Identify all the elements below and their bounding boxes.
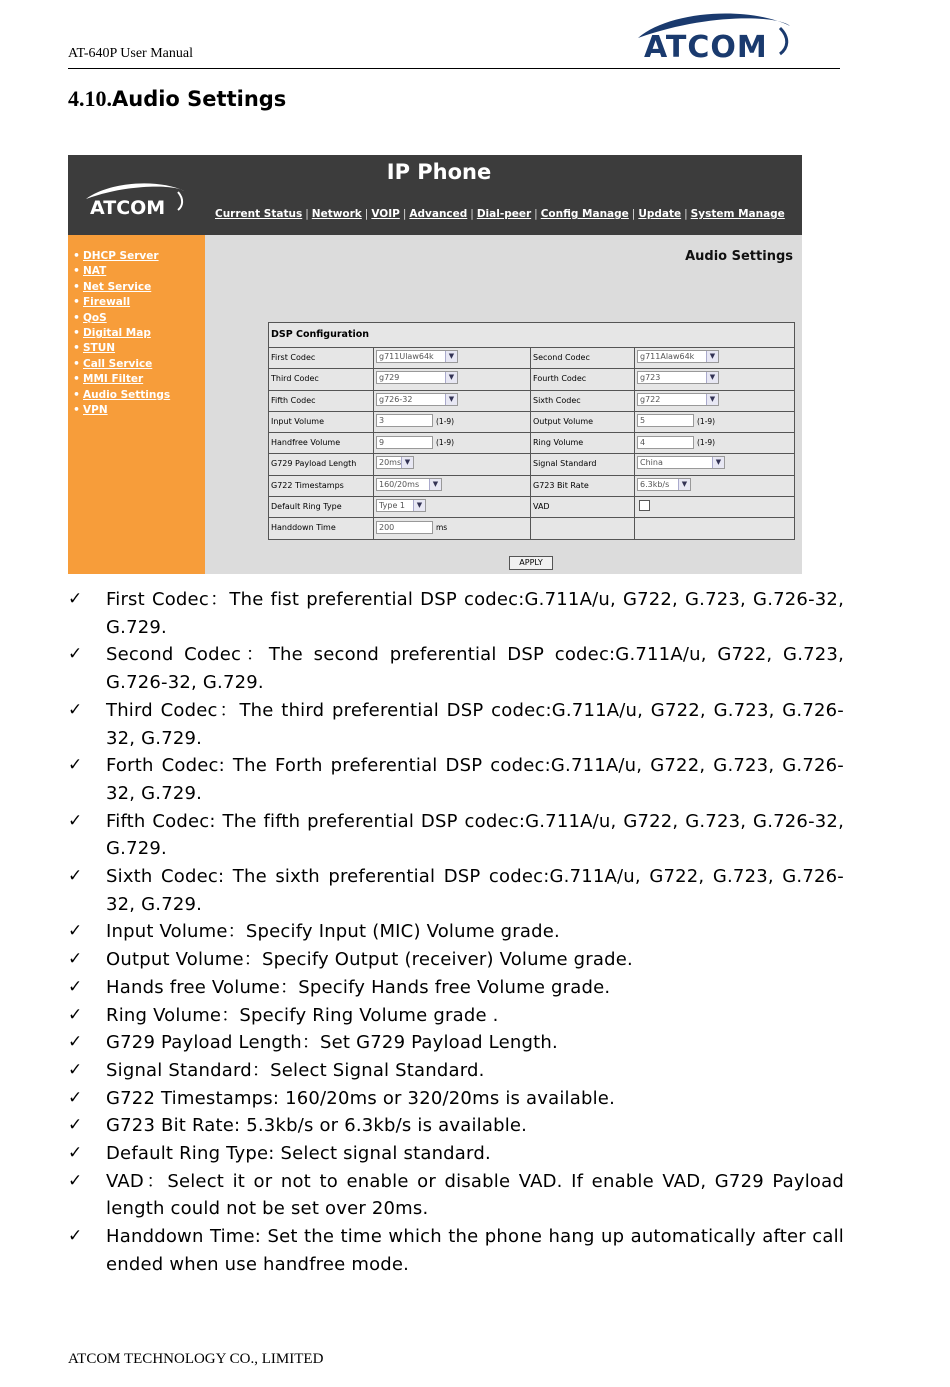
g729-payload-length-select[interactable] [376,456,414,469]
default-ring-type-select[interactable] [376,499,426,512]
sidebar-item-firewall[interactable]: • Firewall [73,296,131,309]
checkmark-icon: ✓ [68,810,83,831]
description-text: Output Volume：Specify Output (receiver) Volume grade. [106,949,633,971]
description-text: Fifth Codec: The fifth preferential DSP codec:G.711A/u, G722, G.723, G.726-32, G.729. [106,810,844,860]
dsp-row [269,476,794,497]
first-codec-select[interactable] [376,350,458,363]
first-codec-label: First Codec [269,348,374,368]
sixth-codec-select[interactable] [637,393,719,406]
ring-volume-input[interactable]: 4 [637,436,694,449]
chevron-down-icon: ▼ [712,457,724,468]
input-volume-control-cell [374,412,531,432]
checkmark-icon: ✓ [68,1059,83,1080]
fourth-codec-label: Fourth Codec [531,369,635,389]
description-item [68,1140,844,1168]
sixth-codec-value: g722 [640,394,661,404]
signal-standard-control-cell [635,454,794,474]
chevron-down-icon: ▼ [413,500,425,511]
sidebar-item-stun[interactable]: • STUN [73,342,116,355]
panel-title: Audio Settings [685,249,793,264]
description-text: G723 Bit Rate: 5.3kb/s or 6.3kb/s is available. [106,1115,528,1137]
dsp-row [269,369,794,390]
checkmark-icon: ✓ [68,866,83,887]
second-codec-label: Second Codec [531,348,635,368]
g723-bit-rate-value: 6.3kb/s [640,479,670,489]
nav-advanced[interactable]: Advanced [409,208,468,220]
output-volume-label: Output Volume [531,412,635,432]
chevron-down-icon: ▼ [706,394,718,405]
atcom-logo [630,8,800,64]
blank-control-cell [635,518,794,538]
g729-payload-length-label: G729 Payload Length [269,454,374,474]
vad-label: VAD [531,497,635,517]
nav-config-manage[interactable]: Config Manage [540,208,629,220]
nav-dial-peer[interactable]: Dial-peer [476,208,532,220]
description-text: Forth Codec: The Forth preferential DSP codec:G.711A/u, G722, G.723, G.726-32, G.729. [106,755,844,804]
nav-current-status[interactable]: Current Status [215,208,303,220]
section-number: 4.10. [68,86,112,111]
g729-payload-length-value: 20ms [379,458,402,468]
description-item [68,1085,844,1113]
description-item [68,918,844,946]
fifth-codec-control-cell [374,391,531,411]
description-text: G722 Timestamps: 160/20ms or 320/20ms is available. [106,1087,615,1109]
chevron-down-icon: ▼ [706,372,718,383]
signal-standard-label: Signal Standard [531,454,635,474]
description-item [68,1168,844,1223]
default-ring-type-control-cell [374,497,531,517]
chevron-down-icon: ▼ [445,351,457,362]
sidebar-item-net-service[interactable]: • Net Service [73,280,152,293]
ring-volume-range-hint: (1-9) [697,438,716,448]
fifth-codec-label: Fifth Codec [269,391,374,411]
description-text: Signal Standard：Select Signal Standard. [106,1059,485,1081]
checkmark-icon: ✓ [68,1087,83,1108]
default-ring-type-value: Type 1 [379,501,406,511]
output-volume-input[interactable]: 5 [637,414,694,427]
web-atcom-logo [80,179,190,223]
apply-button[interactable]: APPLY [509,556,553,570]
ring-volume-control-cell [635,433,794,453]
g729-payload-length-control-cell [374,454,531,474]
vad-checkbox[interactable] [639,500,650,511]
dsp-row [269,497,794,518]
sidebar [68,235,205,574]
description-item [68,752,844,807]
sidebar-item-vpn[interactable]: • VPN [73,403,108,416]
fifth-codec-select[interactable] [376,393,458,406]
checkmark-icon: ✓ [68,976,83,997]
third-codec-value: g729 [379,373,400,383]
chevron-down-icon: ▼ [401,457,413,468]
blank-label [531,518,635,538]
g722-timestamps-control-cell [374,476,531,496]
fourth-codec-select[interactable] [637,371,719,384]
handfree-volume-control-cell [374,433,531,453]
description-item [68,586,844,641]
fifth-codec-value: g726-32 [379,394,413,404]
description-item [68,1057,844,1085]
signal-standard-value: China [640,458,663,468]
description-text: Sixth Codec: The sixth preferential DSP codec:G.711A/u, G722, G.723, G.726-32, G.729. [106,866,844,915]
first-codec-value: g711Ulaw64k [379,352,434,361]
handfree-volume-label: Handfree Volume [269,433,374,453]
g723-bit-rate-control-cell [635,476,794,496]
sidebar-item-digital-map[interactable]: • Digital Map [73,326,151,339]
description-text: G729 Payload Length：Set G729 Payload Length. [106,1032,558,1054]
description-text: Handdown Time: Set the time which the phone hang up automatically after call ended when use handfree mode. [106,1226,844,1275]
chevron-down-icon: ▼ [445,372,457,383]
web-header-bar [68,155,802,235]
dsp-title: DSP Configuration [269,323,794,348]
description-item [68,863,844,918]
second-codec-value: g711Alaw64k [640,352,695,361]
dsp-row [269,391,794,412]
sidebar-item-qos[interactable]: • QoS [73,311,107,324]
input-volume-label: Input Volume [269,412,374,432]
handdown-time-label: Handdown Time [269,518,374,538]
description-text: Third Codec：The third preferential DSP codec:G.711A/u, G722, G.723, G.726-32, G.729. [106,699,844,749]
doc-title: AT-640P User Manual [68,46,193,61]
description-item [68,974,844,1002]
vad-control-cell [635,497,794,517]
description-item [68,1002,844,1030]
checkmark-icon: ✓ [68,1115,83,1136]
description-item [68,1112,844,1140]
sixth-codec-label: Sixth Codec [531,391,635,411]
checkmark-icon: ✓ [68,699,83,720]
third-codec-select[interactable] [376,371,458,384]
sidebar-item-audio-settings[interactable]: • Audio Settings [73,388,171,401]
output-volume-control-cell [635,412,794,432]
dsp-row [269,454,794,475]
checkmark-icon: ✓ [68,921,83,942]
web-logo-wordmark: ATCOM [90,197,166,219]
checkmark-icon: ✓ [68,949,83,970]
output-volume-range-hint: (1-9) [697,416,716,426]
description-text: Default Ring Type: Select signal standard. [106,1143,491,1165]
fourth-codec-control-cell [635,369,794,389]
handdown-time-range-hint: ms [436,523,448,533]
sidebar-item-nat[interactable]: • NAT [73,265,107,278]
nav-system-manage[interactable]: System Manage [690,208,785,220]
g722-timestamps-label: G722 Timestamps [269,476,374,496]
second-codec-control-cell [635,348,794,368]
dsp-row [269,348,794,369]
checkmark-icon: ✓ [68,1226,83,1247]
third-codec-label: Third Codec [269,369,374,389]
handfree-volume-input[interactable]: 9 [376,436,433,449]
dsp-row [269,412,794,433]
checkmark-icon: ✓ [68,755,83,776]
description-text: Second Codec：The second preferential DSP codec:G.711A/u, G722, G.723, G.726-32, G.729. [106,644,844,694]
g723-bit-rate-label: G723 Bit Rate [531,476,635,496]
sidebar-item-call-service[interactable]: • Call Service [73,357,153,370]
handfree-volume-range-hint: (1-9) [436,438,455,448]
g722-timestamps-select[interactable] [376,478,442,491]
second-codec-select[interactable] [637,350,719,363]
handdown-time-control-cell [374,518,531,538]
description-text: Input Volume：Specify Input (MIC) Volume grade. [106,921,560,943]
handdown-time-input[interactable]: 200 [376,521,433,534]
checkmark-icon: ✓ [68,1032,83,1053]
third-codec-control-cell [374,369,531,389]
nav-network[interactable]: Network [311,208,362,220]
nav-update[interactable]: Update [638,208,682,220]
checkmark-icon: ✓ [68,1004,83,1025]
sidebar-item-dhcp-server[interactable]: • DHCP Server [73,250,159,262]
description-text: Hands free Volume：Specify Hands free Volume grade. [106,976,611,998]
chevron-down-icon: ▼ [445,394,457,405]
logo-wordmark: ATCOM [644,30,768,65]
dsp-row [269,433,794,454]
top-nav: Current Status | Network | VOIP | Advanced | Dial-peer | Config Manage | Update | System Manage [215,208,785,220]
sixth-codec-control-cell [635,391,794,411]
chevron-down-icon: ▼ [429,479,441,490]
description-item [68,946,844,974]
checkmark-icon: ✓ [68,589,83,609]
default-ring-type-label: Default Ring Type [269,497,374,517]
section-title: Audio Settings [112,87,287,111]
description-item [68,808,844,863]
description-item [68,641,844,696]
document-header [68,0,840,69]
g723-bit-rate-select[interactable] [637,478,691,491]
description-text: VAD：Select it or not to enable or disable VAD. If enable VAD, G729 Payload length could not be set over 20ms. [106,1170,844,1220]
description-text: First Codec：The fist preferential DSP codec:G.711A/u, G722, G.723, G.726-32, G.729. [106,589,844,638]
checkmark-icon: ✓ [68,644,83,665]
description-text: Ring Volume：Specify Ring Volume grade . [106,1004,499,1026]
chevron-down-icon: ▼ [706,351,718,362]
dsp-row [269,518,794,538]
nav-voip[interactable]: VOIP [371,208,400,220]
audio-settings-screenshot [68,155,802,574]
product-title: IP Phone [386,160,492,184]
description-item [68,1223,844,1278]
description-item [68,697,844,752]
chevron-down-icon: ▼ [678,479,690,490]
ring-volume-label: Ring Volume [531,433,635,453]
description-item [68,1029,844,1057]
g722-timestamps-value: 160/20ms [379,479,420,489]
input-volume-input[interactable]: 3 [376,414,433,427]
signal-standard-select[interactable] [637,456,725,469]
first-codec-control-cell [374,348,531,368]
checkmark-icon: ✓ [68,1143,83,1164]
dsp-configuration-table [268,322,795,540]
input-volume-range-hint: (1-9) [436,416,455,426]
sidebar-item-mmi-filter[interactable]: • MMI Filter [73,373,144,386]
fourth-codec-value: g723 [640,373,661,383]
footer-company: ATCOM TECHNOLOGY CO., LIMITED [68,1351,324,1367]
checkmark-icon: ✓ [68,1170,83,1191]
section-heading [68,86,286,112]
description-list [68,586,844,1279]
